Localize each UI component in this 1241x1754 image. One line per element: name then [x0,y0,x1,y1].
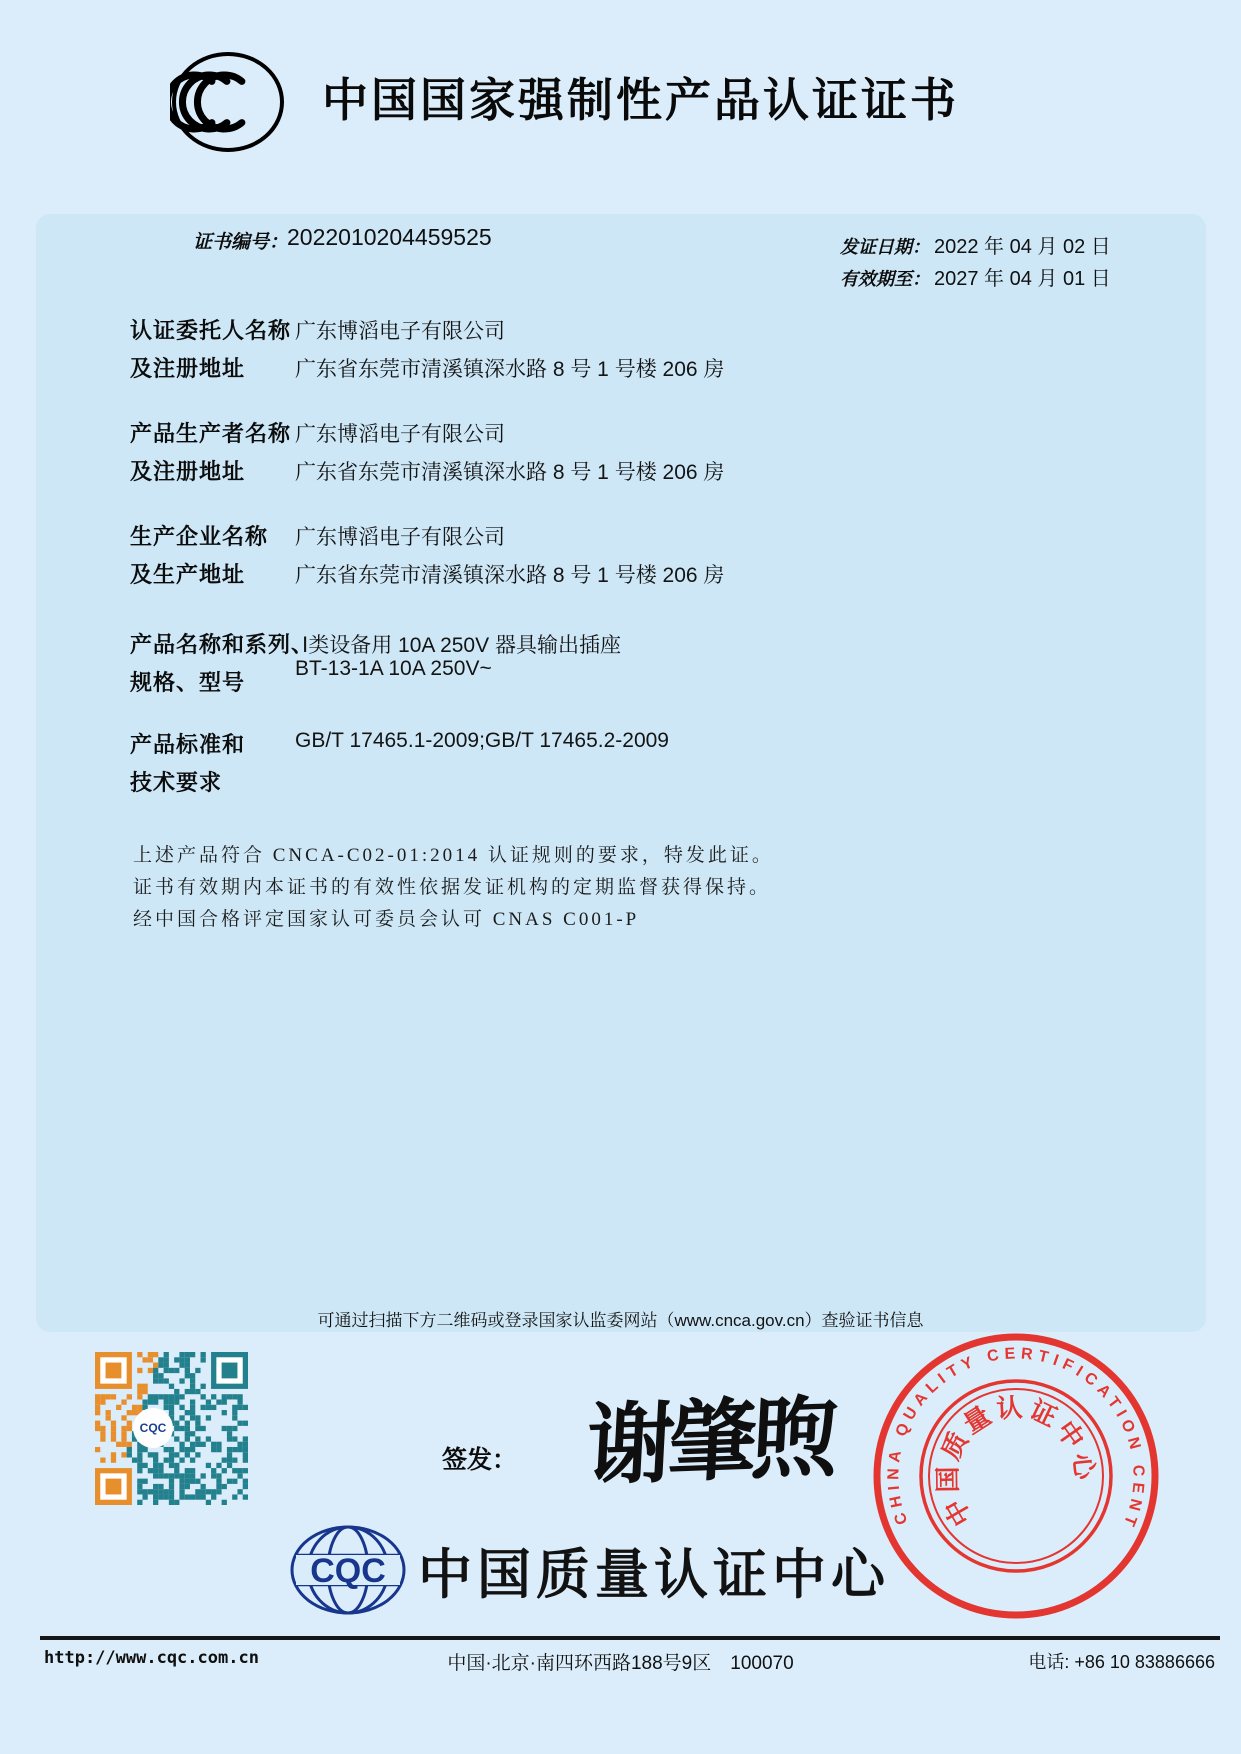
product-label-line2: 规格、型号 [130,670,246,695]
qr-verification-note: 可通过扫描下方二维码或登录国家认监委网站（www.cnca.gov.cn）查验证书信息 [317,1311,924,1330]
product-name: Ⅰ类设备用 10A 250V 器具输出插座 [302,634,621,657]
factory-name: 广东博滔电子有限公司 [295,526,505,549]
footer-divider [40,1636,1220,1640]
producer-name: 广东博滔电子有限公司 [295,423,505,446]
factory-address: 广东省东莞市清溪镇深水路 8 号 1 号楼 206 房 [295,564,725,587]
stamp-ring-text: CHINA QUALITY CERTIFICATION CENTRE [885,1345,1147,1530]
cqc-logo-text: CQC [310,1552,386,1590]
footer-address: 中国·北京·南四环西路188号9区 100070 [447,1653,794,1674]
statement-line-2: 证书有效期内本证书的有效性依据发证机构的定期监督获得保持。 [133,877,772,898]
statement-line-3: 经中国合格评定国家认可委员会认可 CNAS C001-P [133,909,640,930]
valid-until-value: 2027 年 04 月 01 日 [934,268,1111,290]
valid-until-label: 有效期至： [840,269,930,289]
red-stamp [866,1326,1166,1626]
standard-label-line1: 产品标准和 [130,732,246,757]
applicant-name: 广东博滔电子有限公司 [295,320,505,343]
standard-label-line2: 技术要求 [130,770,223,795]
standard-value: GB/T 17465.1-2009;GB/T 17465.2-2009 [295,729,669,752]
signature-handwriting: 谢肇煦 [584,1390,836,1497]
certificate-title: 中国国家强制性产品认证证书 [322,74,959,126]
factory-label-line1: 生产企业名称 [130,524,269,549]
cqc-globe-logo-icon [288,1524,408,1616]
cqc-mini-logo-icon: CQC [133,1408,173,1448]
cert-number-value: 2022010204459525 [287,224,492,250]
applicant-label-line1: 认证委托人名称 [130,318,292,343]
ccc-logo-icon [170,50,286,154]
stamp-inner-text: 中国质量认证中心 [932,1391,1101,1532]
footer-website: http://www.cqc.com.cn [44,1648,259,1668]
applicant-address: 广东省东莞市清溪镇深水路 8 号 1 号楼 206 房 [295,358,725,381]
factory-label-line2: 及生产地址 [130,562,246,587]
statement-line-1: 上述产品符合 CNCA-C02-01:2014 认证规则的要求，特发此证。 [133,845,774,866]
producer-address: 广东省东莞市清溪镇深水路 8 号 1 号楼 206 房 [295,461,725,484]
product-label-line1: 产品名称和系列、 [130,632,315,657]
producer-label-line1: 产品生产者名称 [130,421,292,446]
footer-phone: 电话: +86 10 83886666 [1028,1652,1215,1672]
applicant-label-line2: 及注册地址 [130,356,246,381]
qr-code [95,1352,248,1505]
issuer-name: 中国质量认证中心 [418,1545,890,1605]
sign-label: 签发： [442,1447,518,1474]
issue-date-label: 发证日期： [840,237,930,257]
producer-label-line2: 及注册地址 [130,459,246,484]
cert-number-label: 证书编号： [193,232,289,253]
issue-date-value: 2022 年 04 月 02 日 [934,236,1111,258]
product-model: BT-13-1A 10A 250V~ [295,657,492,680]
